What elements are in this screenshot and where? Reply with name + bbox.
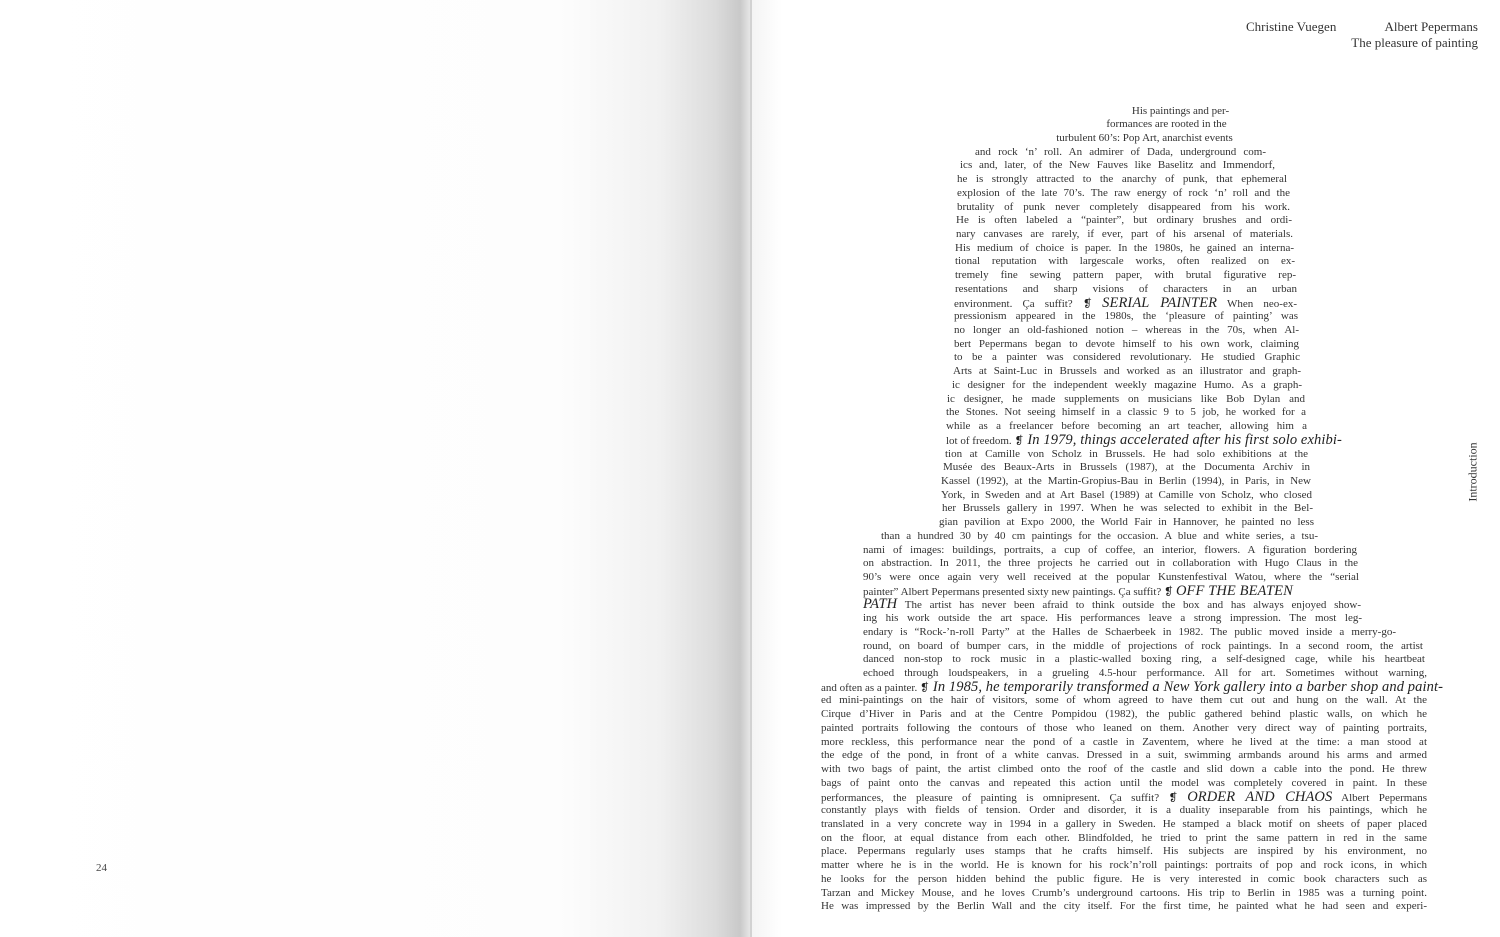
text-line: ics and, later, of the New Fauves like Baselitz and Immendorf, bbox=[960, 159, 1275, 172]
text-line: Kassel (1992), at the Martin-Gropius-Bau in Berlin (1994), in Paris, in New bbox=[941, 474, 1311, 487]
text-line: He was impressed by the Berlin Wall and the city itself. For the first time, he painted what he had seen and experi- bbox=[821, 900, 1427, 913]
running-header-title: The pleasure of painting bbox=[1351, 35, 1478, 50]
text-run: environment. Ça suffit? bbox=[954, 297, 1083, 310]
text-line: echoed through loudspeakers, in a grueling 4.5-hour performance. All for art. Sometimes without warning, bbox=[863, 667, 1427, 680]
text-line: more reckless, this performance near the pond of a castle in Zaventem, where he lived at the time: a man stood at bbox=[821, 735, 1427, 748]
text-line: formances are rooted in the bbox=[1106, 118, 1227, 131]
text-line bbox=[821, 788, 1427, 805]
text-line: brutality of punk never completely disappeared from his work. bbox=[957, 200, 1290, 213]
text-line: His medium of choice is paper. In the 1980s, he gained an interna- bbox=[955, 241, 1294, 254]
text-line: the edge of the pond, in front of a white canvas. Dressed in a suit, swimming armbands around his arms and armed bbox=[821, 749, 1427, 762]
text-line: than a hundred 30 by 40 cm paintings for the occasion. A blue and white series, a tsu- bbox=[881, 529, 1318, 542]
pilcrow-mark: ❡ bbox=[919, 681, 930, 694]
text-line: constantly plays with fields of tension. Order and disorder, it is a duality inseparable from his paintings, which he bbox=[821, 804, 1427, 817]
text-line: place. Pepermans regularly uses stamps that he crafts himself. His subjects are inspired by his environment, no bbox=[821, 845, 1427, 858]
section-heading: ORDER AND CHAOS bbox=[1187, 788, 1333, 805]
section-heading: OFF THE BEATEN bbox=[1175, 582, 1293, 599]
text-line: 90’s were once again very well received at the popular Kunstenfestival Watou, where the “serial bbox=[863, 570, 1359, 583]
section-side-label: Introduction bbox=[1465, 442, 1480, 502]
text-line: ic designer, he made supplements on musicians like Bob Dylan and bbox=[947, 392, 1305, 405]
page-number: 24 bbox=[96, 862, 107, 874]
text-line: pressionism appeared in the 1980s, the ‘pleasure of painting’ was bbox=[954, 310, 1298, 323]
text-line bbox=[946, 431, 1342, 448]
text-run: Albert Pepermans bbox=[1332, 791, 1427, 804]
text-line: he is strongly attracted to the anarchy of punk, that ephemeral bbox=[957, 173, 1287, 186]
text-line: on abstraction. In 2011, the three projects he carried out in collaboration with Hugo Claus in the bbox=[863, 557, 1358, 570]
text-line: York, in Sweden and at Art Basel (1989) at Camille von Scholz, who closed bbox=[941, 488, 1312, 501]
text-line: ed mini-paintings on the hair of visitors, some of whom agreed to have them cut out and hung on the wall. At the bbox=[821, 694, 1427, 707]
text-line: ic designer for the independent weekly magazine Humo. As a graph- bbox=[952, 378, 1302, 391]
text-line: translated in a very concrete way in 1994 in a gallery in Sweden. He stamped a black motif on sheets of paper placed bbox=[821, 817, 1427, 830]
text-line: nami of images: buildings, portraits, a cup of coffee, an interior, flowers. A figuration bordering bbox=[863, 543, 1357, 556]
text-line bbox=[954, 294, 1298, 311]
text-line: tional reputation with largescale works, often realized on ex- bbox=[955, 255, 1295, 268]
text-line: His paintings and per- bbox=[1131, 104, 1230, 117]
text-line bbox=[821, 678, 1444, 695]
section-heading: In 1979, things accelerated after his first solo exhibi- bbox=[1023, 431, 1342, 448]
text-line: He is often labeled a “painter”, but ordinary brushes and ordi- bbox=[956, 214, 1292, 227]
pilcrow-mark: ❡ bbox=[1082, 297, 1103, 310]
text-line: her Brussels gallery in 1997. When he was selected to exhibit in the Bel- bbox=[942, 502, 1313, 515]
running-header-author: Christine Vuegen bbox=[1246, 19, 1337, 34]
text-line: painted portraits following the contours of those who leaned on them. Another very direct way of painting portraits, bbox=[821, 721, 1427, 734]
text-line bbox=[863, 582, 1360, 599]
text-line: danced non-stop to rock music in a plastic-walled boxing ring, a self-designed cage, while his heartbeat bbox=[863, 653, 1425, 666]
text-line: ing his work outside the art space. His performances leave a strong impression. The most leg- bbox=[863, 612, 1362, 625]
text-line: nary canvases are rarely, if ever, part of his arsenal of materials. bbox=[956, 227, 1293, 240]
pilcrow-mark: ❡ bbox=[1164, 585, 1176, 598]
text-line: Cirque d’Hiver in Paris and at the Centre Pompidou (1982), the public gathered behind plastic walls, on which he bbox=[821, 708, 1427, 721]
text-run: The artist has never been afraid to think outside the box and has always enjoyed show- bbox=[897, 599, 1361, 612]
section-heading: In 1985, he temporarily transformed a New York gallery into a barber shop and paint- bbox=[929, 678, 1444, 695]
text-line: while as a freelancer before becoming an art teacher, allowing him a bbox=[946, 420, 1307, 433]
text-run: When neo-ex- bbox=[1217, 297, 1298, 310]
section-heading: PATH bbox=[863, 596, 898, 613]
text-line: matter where he is in the world. He is known for his rock’n’roll paintings: portraits of pop and rock icons, in which bbox=[821, 859, 1427, 872]
text-line: Arts at Saint-Luc in Brussels and worked as an illustrator and graph- bbox=[953, 365, 1301, 378]
text-run: lot of freedom. bbox=[946, 434, 1015, 447]
text-line: tion at Camille von Scholz in Brussels. He had solo exhibitions at the bbox=[945, 447, 1308, 460]
text-line: resentations and sharp visions of characters in an urban bbox=[955, 282, 1297, 295]
text-line: gian pavilion at Expo 2000, the World Fair in Hannover, he painted no less bbox=[939, 516, 1314, 529]
pilcrow-mark: ❡ bbox=[1168, 791, 1188, 804]
text-line: round, on board of bumper cars, in the middle of projections of rock paintings. In a second room, the artist bbox=[863, 639, 1423, 652]
text-line: to be a painter was considered revolutionary. He studied Graphic bbox=[954, 351, 1300, 364]
section-heading: SERIAL PAINTER bbox=[1102, 294, 1218, 311]
text-line: turbulent 60’s: Pop Art, anarchist events bbox=[1056, 131, 1233, 144]
text-line: endary is “Rock-’n-roll Party” at the Halles de Schaerbeek in 1982. The public moved inside a merry-go- bbox=[863, 625, 1396, 638]
text-run: painter” Albert Pepermans presented sixty new paintings. Ça suffit? bbox=[863, 585, 1165, 598]
text-line: on the floor, at equal distance from each other. Blindfolded, he tried to print the same pattern in red in the same bbox=[821, 831, 1427, 844]
pilcrow-mark: ❡ bbox=[1014, 434, 1024, 447]
running-header-subject bbox=[1351, 19, 1478, 51]
text-line: the Stones. Not seeing himself in a classic 9 to 5 job, he worked for a bbox=[946, 406, 1306, 419]
text-line: he looks for the person hidden behind the public figure. He is very interested in comic book characters such as bbox=[821, 872, 1427, 885]
running-header-artist: Albert Pepermans bbox=[1384, 19, 1478, 34]
text-run: and often as a painter. bbox=[821, 681, 920, 694]
text-line: Musée des Beaux-Arts in Brussels (1987), at the Documenta Archiv in bbox=[943, 461, 1310, 474]
text-line: and rock ‘n’ roll. An admirer of Dada, underground com- bbox=[975, 145, 1266, 158]
text-line: Tarzan and Mickey Mouse, and he loves Crumb’s underground cartoons. His trip to Berlin in 1985 was a turning point. bbox=[821, 886, 1427, 899]
text-line bbox=[863, 598, 1361, 612]
text-line: no longer an old-fashioned notion – whereas in the 70s, when Al- bbox=[954, 324, 1299, 337]
text-run: performances, the pleasure of painting is omnipresent. Ça suffit? bbox=[821, 791, 1169, 804]
text-line: explosion of the late 70’s. The raw energy of rock ‘n’ roll and the bbox=[957, 186, 1290, 199]
text-line: tremely fine sewing pattern paper, with brutal figurative rep- bbox=[955, 269, 1296, 282]
text-line: with two bags of paint, the artist climbed onto the roof of the castle and slid down a cable into the pond. He threw bbox=[821, 763, 1427, 776]
text-line: bert Pepermans began to devote himself to his own work, claiming bbox=[954, 337, 1299, 350]
text-line: bags of paint onto the canvas and repeated this action until the model was completely covered in paint. In these bbox=[821, 776, 1427, 789]
